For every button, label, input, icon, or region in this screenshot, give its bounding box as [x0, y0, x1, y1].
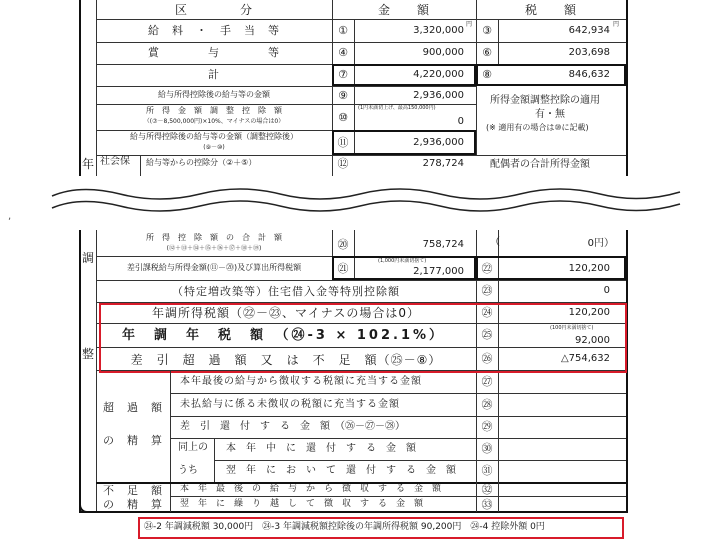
- shortage-group-label-2: の 精 算: [103, 498, 163, 511]
- row-label: 給与等からの控除分（②＋⑤）: [146, 158, 257, 167]
- side-paren: （: [490, 237, 500, 248]
- row-no: ④: [338, 46, 348, 59]
- row-unit: 円: [466, 21, 473, 28]
- row-tax: 120,200: [568, 307, 610, 318]
- excess-no: ㉚: [481, 442, 493, 455]
- row-no: ㉑: [337, 262, 349, 275]
- excess-no: ㉗: [481, 375, 493, 388]
- excess-group-label-2: の 精 算: [103, 434, 163, 447]
- row-tax: 120,200: [568, 263, 610, 274]
- row-label: 所 得 控 除 額 の 合 計 額: [146, 233, 282, 242]
- row-label: 年 調 年 税 額 （㉔-3 × 102.1%）: [122, 328, 446, 343]
- row-no: ⑨: [338, 89, 348, 102]
- row-amount: 4,220,000: [413, 69, 464, 80]
- row-tax: 203,698: [568, 47, 610, 58]
- row-no: ⑧: [482, 68, 492, 81]
- row-no: ⑩: [338, 111, 348, 124]
- excess-item: 翌 年 に お い て 還 付 す る 金 額: [226, 465, 456, 476]
- excess-item: 本年最後の給与から徴収する税額に充当する金額: [180, 376, 422, 387]
- row-label: 所 得 金 額 調 整 控 除 額: [146, 106, 282, 115]
- chou-char: 調: [82, 251, 95, 265]
- shortage-item: 翌 年 に 繰 り 越 し て 徴 収 す る 金 額: [180, 499, 424, 509]
- side-yes-no: 有・無: [535, 109, 565, 120]
- row-sub: (⑨－⑩): [203, 144, 225, 151]
- excess-subgroup-2: うち: [178, 465, 198, 476]
- row-amount: 2,936,000: [413, 90, 464, 101]
- row-no: ⑦: [338, 68, 348, 81]
- row-no: ⑪: [337, 136, 349, 149]
- shortage-group-label: 不 足 額: [103, 484, 163, 497]
- row-label: 年調所得税額（㉒－㉓、マイナスの場合は0）: [152, 306, 420, 320]
- nen-char: 年: [82, 157, 95, 171]
- row-tax: 642,934: [568, 25, 610, 36]
- row-no: ⑥: [482, 46, 492, 59]
- cut-mark: ,: [8, 211, 12, 222]
- header-kingaku: 金 額: [377, 3, 430, 17]
- row-amount: 758,724: [422, 239, 464, 250]
- row-no: ⑫: [337, 157, 349, 170]
- excess-no: ㉘: [481, 398, 493, 411]
- shortage-no: ㉝: [481, 498, 493, 511]
- excess-item: 未払給与に係る未徴収の税額に充当する金額: [180, 399, 400, 410]
- row-tax-unit: 円: [613, 21, 620, 28]
- row-label: 差引課税給与所得金額(⑪－⑳)及び算出所得税額: [126, 263, 302, 272]
- row-tax: 92,000: [575, 335, 610, 346]
- spouse-income-label: 配偶者の合計所得金額: [490, 159, 590, 170]
- row-note: (1,000円未満切捨て): [378, 258, 427, 264]
- row-amount: 278,724: [422, 158, 464, 169]
- header-zeigaku: 税 額: [524, 3, 577, 17]
- row-label: 給 料 ・ 手 当 等: [148, 24, 280, 37]
- footer-text: ㉔-2 年調減税額 30,000円 ㉔-3 年調減税額控除後の年調所得税額 90,200円 ㉔-4 控除外額 0円: [144, 522, 545, 532]
- wave-break-icon: [0, 176, 718, 236]
- form-top: [0, 0, 718, 176]
- row-amount: 900,000: [422, 47, 464, 58]
- row-amount: 2,177,000: [413, 266, 464, 277]
- excess-item: 本 年 中 に 還 付 す る 金 額: [226, 443, 416, 454]
- row-amount: 2,936,000: [413, 137, 464, 148]
- side-note: (※ 適用有の場合は⑩に記載): [486, 123, 589, 132]
- row-no: ㉔: [481, 306, 493, 319]
- excess-group-label: 超 過 額: [103, 401, 163, 414]
- row-amount: 0: [457, 116, 464, 127]
- row-no: ㉒: [481, 262, 493, 275]
- header-kubun: 区 分: [174, 3, 253, 17]
- row-sub: （(⑦－8,500,000円)×10%、マイナスの場合は0）: [143, 118, 285, 125]
- row-label: 給与所得控除後の給与等の金額: [158, 90, 270, 99]
- row-label: 計: [208, 68, 220, 81]
- excess-no: ㉛: [481, 464, 493, 477]
- excess-subgroup: 同上の: [178, 442, 208, 453]
- side-value: 0円）: [587, 238, 614, 249]
- row-no: ㉖: [481, 352, 493, 365]
- shakai-label: 社会保: [100, 156, 130, 167]
- row-note: (1円未満切上げ、最高150,000円): [358, 105, 436, 111]
- row-no: ③: [482, 24, 492, 37]
- shortage-item: 本 年 最 後 の 給 与 か ら 徴 収 す る 金 額: [180, 484, 442, 494]
- row-label: （特定増改築等）住宅借入金等特別控除額: [172, 285, 400, 298]
- row-sub: (⑫＋⑬＋⑭＋⑮＋⑯＋⑰＋⑱＋⑲): [166, 245, 262, 252]
- row-no: ①: [338, 24, 348, 37]
- row-no: ⑳: [337, 238, 349, 251]
- row-amount: 3,320,000: [413, 25, 464, 36]
- row-no: ㉕: [481, 328, 493, 341]
- side-title: 所得金額調整控除の適用: [490, 95, 600, 106]
- row-tax: 0: [603, 285, 610, 296]
- row-label: 給与所得控除後の給与等の金額（調整控除後）: [130, 132, 298, 141]
- sei-char: 整: [82, 347, 95, 361]
- row-label: 差 引 超 過 額 又 は 不 足 額（㉕－⑧）: [130, 353, 442, 367]
- row-label: 賞 与 等: [148, 46, 280, 59]
- form-bottom: [0, 230, 718, 542]
- form-break: [0, 176, 718, 236]
- excess-item: 差 引 還 付 す る 金 額 （㉖－㉗－㉘）: [180, 421, 405, 432]
- row-note: (100円未満切捨て): [550, 325, 594, 331]
- shortage-no: ㉜: [481, 483, 493, 496]
- excess-no: ㉙: [481, 420, 493, 433]
- row-no: ㉓: [481, 284, 493, 297]
- row-tax: 846,632: [568, 69, 610, 80]
- row-tax: △754,632: [560, 353, 610, 364]
